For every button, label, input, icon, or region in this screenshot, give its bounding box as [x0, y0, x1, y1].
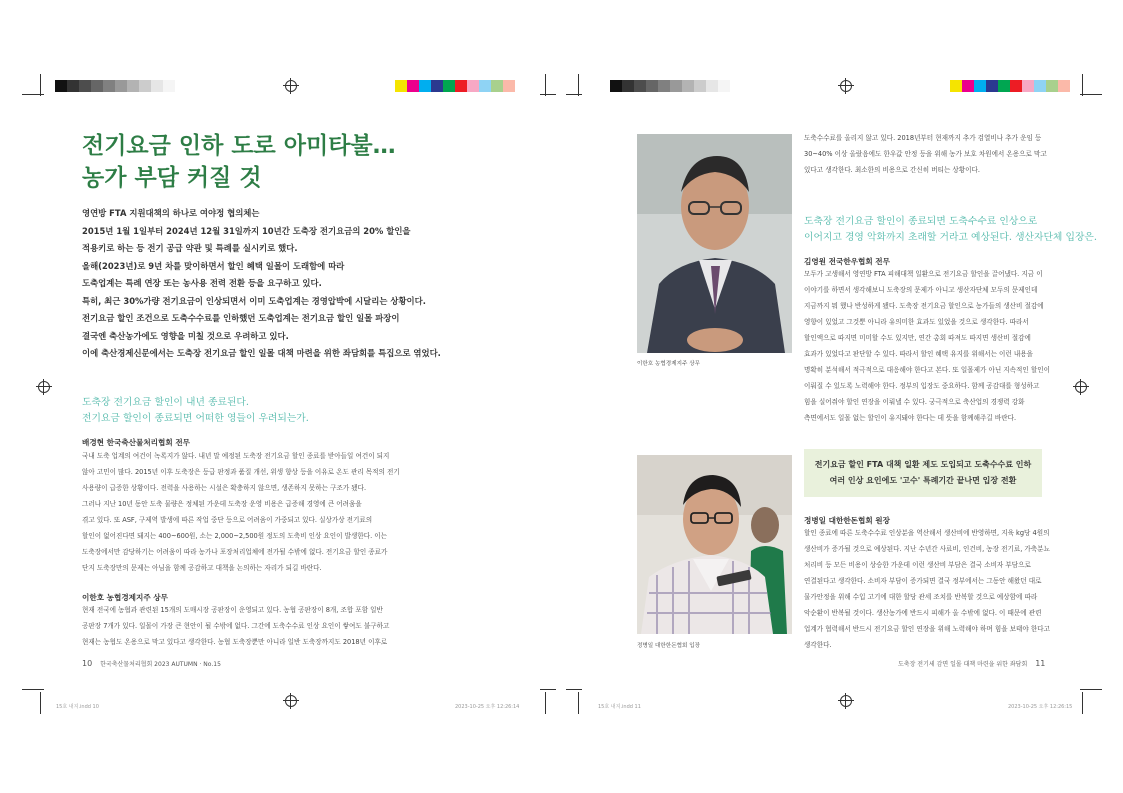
body-line: 이뤄질 수 있도록 노력해야 한다. 정부의 입장도 중요하다. 함께 공감대를 형성하고: [804, 382, 1040, 390]
body-line: 도축장에서만 감당하기는 어려움이 따라 농가나 포장처리업체에 전가될 수밖에 없다. 전기요금 할인 종료가: [82, 548, 388, 556]
lead-line: 결국엔 축산농가에도 영향을 미칠 것으로 우려하고 있다.: [82, 330, 289, 341]
color-swatch: [682, 80, 694, 92]
body-line: 현재 전국에 농협과 관련된 15개의 도매시장 공판장이 운영되고 있다. 농협 공판장이 8개, 조합 포함 일반: [82, 606, 383, 614]
body-line: 사용량이 급증한 상황이다. 전력을 사용하는 시설은 확충하지 않으면, 생존하지 못하는 구조가 됐다.: [82, 484, 367, 492]
body-paragraph: [804, 130, 1047, 178]
color-swatch: [127, 80, 139, 92]
color-swatch: [622, 80, 634, 92]
body-paragraph: [82, 448, 400, 576]
color-swatch: [431, 80, 443, 92]
color-swatch: [163, 80, 175, 92]
page-footer-left: [82, 659, 221, 668]
crop-mark: [1080, 94, 1102, 95]
crop-mark: [566, 689, 582, 690]
color-swatch: [694, 80, 706, 92]
callout-box: [804, 449, 1042, 497]
body-line: 그러나 지난 10년 동안 도축 물량은 정체된 가운데 도축장 운영 비용은 급증해 경영에 큰 어려움을: [82, 500, 362, 508]
question-quote: [804, 214, 1097, 246]
color-swatch: [443, 80, 455, 92]
crop-mark: [566, 94, 582, 95]
crop-mark: [545, 692, 546, 714]
body-line: 이야기를 하면서 생각해보니 도축장의 문제가 아니고 생산자단체 모두의 문제인데: [804, 286, 1038, 294]
color-bar-left: [395, 80, 515, 92]
color-swatch: [1010, 80, 1022, 92]
article-title: [82, 130, 442, 194]
color-swatch: [670, 80, 682, 92]
color-swatch: [1034, 80, 1046, 92]
body-line: 연결된다고 생각한다. 소비자 부담이 증가되면 결국 정부에서는 그동안 해왔던 대로: [804, 577, 1042, 585]
color-swatch: [407, 80, 419, 92]
color-swatch: [1058, 80, 1070, 92]
registration-mark-icon: [285, 695, 297, 707]
body-line: 생각한다.: [804, 641, 832, 649]
print-slug: 15호 내지.indd 11: [598, 704, 641, 710]
body-paragraph: [82, 602, 389, 650]
lead-line: 영연방 FTA 지원대책의 하나로 여야정 협의체는: [82, 208, 260, 218]
crop-mark: [1080, 689, 1102, 690]
lead-line: 특히, 최근 30%가량 전기요금이 인상되면서 이미 도축업계는 경영압박에 시달리는 상황이다.: [82, 295, 426, 306]
body-line: 모두가 고생해서 영연방 FTA 피해대책 일환으로 전기요금 할인을 끌어냈다. 지금 이: [804, 270, 1043, 278]
color-swatch: [610, 80, 622, 92]
body-line: 공판장 7개가 있다. 일몰이 가장 큰 현안이 될 수밖에 없다. 그간에 도축수수료 인상 요인이 쌓여도 불구하고: [82, 622, 390, 630]
body-line: 힘을 실어줘야 할인 연장을 이뤄낼 수 있다. 궁극적으로 축산업의 경쟁력 강화: [804, 398, 1025, 406]
color-swatch: [998, 80, 1010, 92]
color-swatch: [67, 80, 79, 92]
body-line: 업계가 협력해서 반드시 전기요금 할인 연장을 위해 노력해야 하며 힘을 보태야 한다고: [804, 625, 1050, 633]
page-footer-right: [898, 659, 1045, 668]
body-paragraph: [804, 266, 1050, 426]
lead-line: 적용키로 하는 등 전기 공급 약관 및 특례를 실시키로 했다.: [82, 243, 298, 253]
color-swatch: [467, 80, 479, 92]
color-swatch: [962, 80, 974, 92]
quote-line: 전기요금 할인이 종료되면 어떠한 영들이 우려되는가.: [82, 413, 309, 424]
color-swatch: [503, 80, 515, 92]
lead-line: 전기요금 할인 조건으로 도축수수료를 인하했던 도축업계는 전기요금 할인 일몰 파장이: [82, 313, 400, 323]
color-bar-right: [950, 80, 1070, 92]
body-line: 효과가 있었다고 판단할 수 있다. 따라서 할인 혜택 유지를 위해서는 이런 내용을: [804, 350, 1033, 358]
gray-bar-left: [55, 80, 175, 92]
color-swatch: [115, 80, 127, 92]
crop-mark: [540, 94, 556, 95]
portrait-photo-lee-hanho: [637, 134, 792, 353]
color-swatch: [395, 80, 407, 92]
page-number: 10: [82, 659, 93, 668]
color-swatch: [79, 80, 91, 92]
color-swatch: [634, 80, 646, 92]
color-swatch: [151, 80, 163, 92]
page-number: 11: [1035, 659, 1046, 668]
color-swatch: [658, 80, 670, 92]
body-line: 겪고 있다. 또 ASF, 구제역 발생에 따른 작업 중단 등으로 어려움이 가중되고 있다. 실상가상 전기료의: [82, 516, 373, 524]
body-line: 악순환이 반복될 것이다. 생산농가에 반드시 피해가 올 수밖에 없다. 이 때문에 관련: [804, 609, 1042, 617]
quote-line: 도축장 전기요금 할인이 내년 종료된다.: [82, 397, 249, 408]
registration-mark-icon: [285, 80, 297, 92]
callout-line: 여러 인상 요인에도 '고수' 특례기간 끝나면 입장 전환: [829, 476, 1017, 485]
body-line: 지금까지 뭐 했나 반성하게 됐다. 도축장 전기요금 할인으로 농가들의 생산비 절감에: [804, 302, 1044, 310]
color-swatch: [950, 80, 962, 92]
lead-line: 2015년 1월 1일부터 2024년 12월 31일까지 10년간 도축장 전기요금의 20% 할인을: [82, 225, 411, 236]
lead-line: 도축업계는 특례 연장 또는 농사용 전력 전환 등을 요구하고 있다.: [82, 278, 322, 288]
quote-line: 이어지고 경영 악화까지 초래할 거라고 예상된다. 생산자단체 입장은.: [804, 232, 1098, 243]
color-swatch: [491, 80, 503, 92]
body-line: 물가안정을 위해 수입 고기에 대한 할당 관세 조치를 반복할 것으로 예상함에 따라: [804, 593, 1038, 601]
color-swatch: [718, 80, 730, 92]
registration-mark-icon: [840, 695, 852, 707]
body-line: 명확히 분석해서 적극적으로 대응해야 한다고 본다. 또 일몰제가 아닌 지속적인 할인이: [804, 366, 1050, 374]
portrait-photo-image: [637, 134, 792, 353]
title-line: 농가 부담 커질 것: [82, 165, 262, 191]
body-line: 단지 도축장만의 문제는 아님을 함께 공감하고 대책을 논의하는 자리가 되길 바란다.: [82, 564, 322, 572]
color-swatch: [455, 80, 467, 92]
lead-line: 올해(2023년)로 9년 차를 맞이하면서 할인 혜택 일몰이 도래함에 따라: [82, 260, 345, 271]
print-slug: 2023-10-25 오후 12:26:15: [1008, 704, 1073, 710]
portrait-photo-jeong-byeongil: [637, 455, 792, 634]
color-swatch: [646, 80, 658, 92]
body-line: 30~40% 이상 올랐음에도 한우값 안정 등을 위해 농가 보호 차원에서 온용으로 막고: [804, 150, 1047, 158]
color-swatch: [139, 80, 151, 92]
color-swatch: [1022, 80, 1034, 92]
color-swatch: [419, 80, 431, 92]
color-swatch: [103, 80, 115, 92]
callout-line: 전기요금 할인 FTA 대책 일환 제도 도입되고 도축수수료 인하: [814, 460, 1032, 469]
crop-mark: [578, 74, 579, 96]
color-swatch: [986, 80, 998, 92]
body-line: 측면에서도 일몰 없는 할인이 유지돼야 한다는 데 뜻을 함께해주길 바란다.: [804, 414, 1017, 422]
crop-mark: [578, 692, 579, 714]
registration-mark-icon: [840, 80, 852, 92]
speaker-name: 배경현 한국축산물처리협회 전무: [82, 438, 190, 447]
print-slug: 15호 내지.indd 10: [56, 704, 99, 710]
color-swatch: [1046, 80, 1058, 92]
color-swatch: [706, 80, 718, 92]
speaker-name: 김영원 전국한우협회 전무: [804, 257, 890, 266]
body-line: 할인 종료에 따른 도축수수료 인상분을 역산해서 생산비에 반영하면, 지육 kg당 4원의: [804, 529, 1050, 537]
body-line: 도축수수료를 올리지 않고 있다. 2018년부터 현재까지 추가 검열비나 추가 운임 등: [804, 134, 1042, 142]
body-line: 생산비가 증가될 것으로 예상된다. 지난 수년간 사료비, 인건비, 농장 전기료, 가축분뇨: [804, 545, 1050, 553]
color-swatch: [55, 80, 67, 92]
body-line: 처리비 등 모든 비용이 상승한 가운데 이런 생산비 부담은 결국 소비자 부담으로: [804, 561, 1031, 569]
lead-line: 이에 축산경제신문에서는 도축장 전기요금 할인 일몰 대책 마련을 위한 좌담회를 특집으로 엮었다.: [82, 348, 441, 358]
crop-mark: [40, 692, 41, 714]
color-swatch: [91, 80, 103, 92]
section-title: 도축장 전기세 감면 일몰 대책 마련을 위한 좌담회: [898, 661, 1028, 668]
color-swatch: [974, 80, 986, 92]
question-quote: [82, 395, 309, 427]
crop-mark: [40, 74, 41, 96]
body-line: 않아 고민이 많다. 2015년 이후 도축장은 등급 판정과 품질 개선, 위생 향상 등을 이유로 온도 관리 목적의 전기: [82, 468, 400, 476]
registration-mark-icon: [38, 381, 50, 393]
crop-mark: [540, 689, 556, 690]
body-paragraph: [804, 525, 1050, 653]
gray-bar-right: [610, 80, 730, 92]
title-line: 전기요금 인하 도로 아미타불…: [82, 133, 396, 159]
speaker-name: 이한호 농협경제지주 상무: [82, 593, 168, 602]
body-line: 국내 도축 업계의 여건이 녹록지가 않다. 내년 말 예정된 도축장 전기요금 할인 종료를 받아들일 여건이 되지: [82, 452, 390, 460]
magazine-issue: 한국축산물처리협회 2023 AUTUMN · No.15: [100, 661, 221, 668]
registration-mark-icon: [1075, 381, 1087, 393]
lead-paragraph: [82, 205, 441, 363]
crop-mark: [1082, 74, 1083, 96]
body-line: 할인액으로 따지면 미미할 수도 있지만, 연간 총회 따져도 따지면 생산비 절감에: [804, 334, 1031, 342]
portrait-photo-image: [637, 455, 792, 634]
quote-line: 도축장 전기요금 할인이 종료되면 도축수수료 인상으로: [804, 216, 1038, 227]
body-line: 있다고 생각한다. 최소한의 비용으로 간신히 버티는 상황이다.: [804, 166, 981, 174]
print-slug: 2023-10-25 오후 12:26:14: [455, 704, 520, 710]
crop-mark: [545, 74, 546, 96]
body-line: 영향이 있었고 그것뿐 아니라 유의미한 효과도 있었을 것으로 생각한다. 따라서: [804, 318, 1029, 326]
body-line: 현재는 농협도 온용으로 막고 있다고 생각한다. 농협 도축장뿐만 아니라 일반 도축장까지도 2018년 이후로: [82, 638, 388, 646]
body-line: 할인이 없어진다면 돼지는 400~600원, 소는 2,000~2,500원 정도의 도축비 인상 요인이 발생한다. 이는: [82, 532, 388, 540]
color-swatch: [479, 80, 491, 92]
crop-mark: [22, 689, 44, 690]
speaker-name: 정병일 대한한돈협회 원장: [804, 516, 890, 525]
photo-caption: 정병일 대한한돈협회 입장: [637, 643, 700, 649]
photo-caption: 이한호 농협경제지주 상무: [637, 361, 700, 367]
crop-mark: [1082, 692, 1083, 714]
